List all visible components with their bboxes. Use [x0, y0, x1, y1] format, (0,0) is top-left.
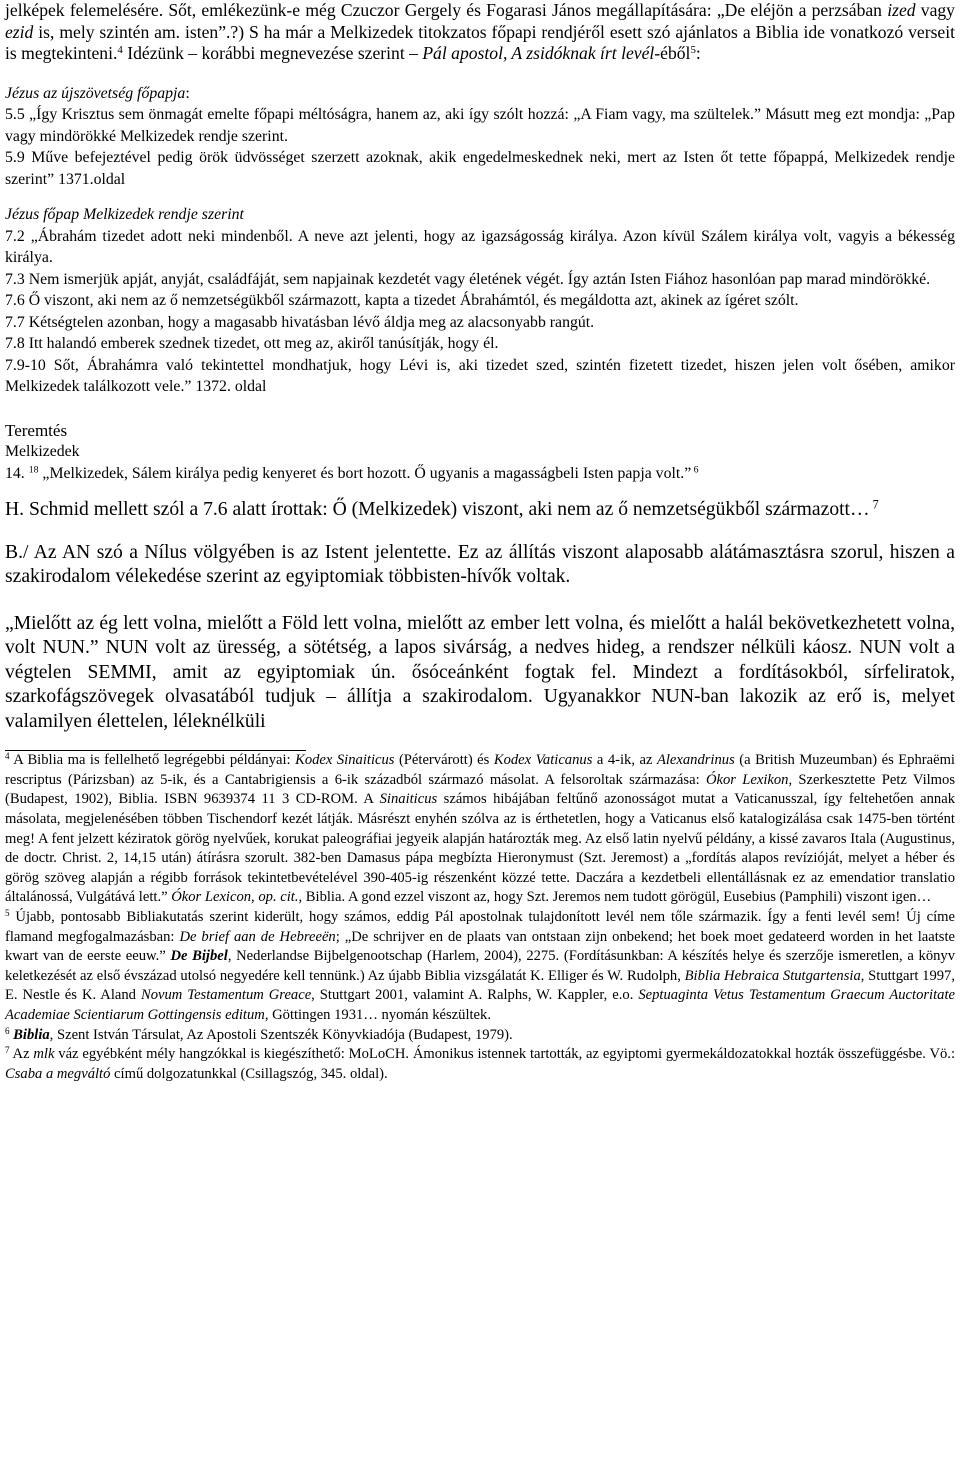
- intro-paragraph: jelképek felemelésére. Sőt, emlékezünk-e még Czuczor Gergely és Fogarasi János megállapítására: „De eléjön a perzsában ized vagy ezid is, mely szintén am. isten”.?) S ha már a Melkizedek titokzatos főpapi rendjéről esett szó ajánlatos a Biblia ide vonatkozó verseit is megtekinteni.$^4$ Idézünk – korábbi megnevezése szerint – Pál apostol, A zsidóknak írt levél-éből$^5$:: [5, 0, 955, 64]
- footnote-4: $^4$ A Biblia ma is fellelhető legrégebbi példányai: Kodex Sinaiticus (Pétervárott) és Kodex Vaticanus a 4-ik, az Alexandrinus (a British Muzeumban) és Ephraëmi rescriptus (Párizsban) az 5-ik, és a Cantabrigiensis a 6-ik századból származó másolat. A felsoroltak származása: Ókor Lexikon, Szerkesztette Petz Vilmos (Budapest, 1902), Biblia. ISBN 9639374 11 3 CD-ROM. A Sinaiticus számos hibájában feltűnő azonosságot mutat a Vaticanusszal, így feltehetően annak másolata, megjelenésében többen Tischendorf kezét látják. Másrészt enyhén szólva az is érthetetlen, hogy a Vaticanus első katalogizálása csak 1475-ben történt meg! A fent jelzett kéziratok görög nyelvűek, korukat paleográfiai jegyeik alapján határozták meg. Az első latin nyelvű példány, a kissé zavaros Itala (Augustinus, de doctr. Christ. 2, 14,15 után) átírásra szorult. 382-ben Damasus pápa megbízta Hieronymust (Szt. Jeremost) a „fordítás alapos revízióját, melyet a héber és görög szöveg alapján a régibb források tekintetbevételével 390-405-ig részenként közzé tette. Daczára a kezdetbeli ellentállásnak ez az emendatior translatio általánossá, Vulgátává lett.” Ókor Lexicon, op. cit., Biblia. A gond ezzel viszont az, hogy Szt. Jeremos nem tudott görögül, Eusebius (Pamphili) viszont igen…: [5, 751, 956, 906]
- verse: 7.2 „Ábrahám tizedet adott neki mindenből. A neve azt jelenti, hogy az igazságosság királya. Azon kívül Szálem királya volt, vagyis a békesség királya.: [5, 227, 955, 267]
- section-heading: Teremtés: [5, 420, 68, 440]
- body-paragraph: B./ Az AN szó a Nílus völgyében is az Istent jelentette. Ez az állítás viszont alaposabb alátámasztásra szorul, hiszen a szakirodalom vélekedése szerint az egyiptomiak többisten-hívők voltak.: [5, 541, 955, 588]
- verse: 7.9-10 Sőt, Ábrahámra való tekintettel mondhatjuk, hogy Lévi is, aki tizedet szed, szintén fizetett tizedet, hiszen jelen volt ősében, amikor Melkizedek találkozott vele.” 1372. oldal: [5, 356, 955, 396]
- verse: 5.5 „Így Krisztus sem önmagát emelte főpapi méltóságra, hanem az, aki így szólt hozzá: „A Fiam vagy, ma szültelek.” Másutt meg ezt mondja: „Pap vagy mindörökké Melkizedek rendje szerint.: [5, 106, 955, 145]
- verse: 14. $^{18}$ „Melkizedek, Sálem királya pedig kenyeret és bort hozott. Ő ugyanis a magasságbeli Isten papja volt.” $^6$: [5, 464, 699, 482]
- footnote-ref-7[interactable]: 7: [869, 497, 879, 512]
- verse: 5.9 Műve befejeztével pedig örök üdvösséget szerzett azoknak, akik engedelmeskednek neki, mert az Isten őt tette főpappá, Melkizedek rendje szerint” 1371.oldal: [5, 149, 955, 188]
- footnote-7: $^7$ Az mlk váz egyébként mély hangzókkal is kiegészíthető: MoLoCH. Ámonikus istennek tartották, az egyiptomi gyermekáldozatokkal hozták összefüggésbe. Vö.: Csaba a megváltó című dolgozatunkkal (Csillagszóg, 345. oldal).: [5, 1045, 955, 1082]
- footnote-6: $^6$ Biblia, Szent István Társulat, Az Apostoli Szentszék Könyvkiadója (Budapest, 1979).: [5, 1025, 513, 1043]
- verse: 7.8 Itt halandó emberek szednek tizedet, ott meg az, akiről tanúsítják, hogy él.: [5, 335, 499, 353]
- section-subheading: Melkizedek: [5, 443, 80, 461]
- footnote-ref-4[interactable]: 4: [117, 44, 123, 57]
- footnote-5: $^5$ Újabb, pontosabb Bibliakutatás szerint kiderült, hogy számos, eddig Pál apostolnak tulajdonított levél nem tőle származik. Így a fenti levél sem! Új címe flamand megfogalmazásban: De brief aan de Hebreeën; „De schrijver en de plaats van ontstaan zijn onbekend; het boek moet gedateerd worden in het laatste kwart van de eerste eeuw.” De Bijbel, Nederlandse Bijbelgenootschap (Harlem, 2004), 2275. (Fordításunkban: A készítés helye és szerzője ismeretlen, a könyv keletkezését az első évszázad utolsó negyedére kell tennünk.) Az újabb Biblia vizsgálatát K. Elliger és W. Rudolph, Biblia Hebraica Stutgartensia, Stuttgart 1997, E. Nestle és K. Aland Novum Testamentum Greace, Stuttgart 2001, valamint A. Ralphs, W. Kappler, e.o. Septuaginta Vetus Testamentum Graecum Auctoritate Academiae Scientiarum Gottingensis editum, Göttingen 1931… nyomán készültek.: [5, 908, 956, 1023]
- verse: 7.7 Kétségtelen azonban, hogy a magasabb hivatásban lévő áldja meg az alacsonyabb rangút.: [5, 313, 595, 331]
- body-paragraph: H. Schmid mellett szól a 7.6 alatt írottak: Ő (Melkizedek) viszont, aki nem az ő nemzetségükből származott… $^7$: [5, 497, 879, 521]
- section-heading: Jézus főpap Melkizedek rendje szerint: [5, 206, 244, 224]
- footnote-ref-6[interactable]: 6: [691, 464, 699, 476]
- verse: 7.6 Ő viszont, aki nem az ő nemzetségükből származott, kapta a tizedet Ábrahámtól, és megáldotta azt, akinek az ígéret szólt.: [5, 292, 799, 310]
- body-paragraph: „Mielőtt az ég lett volna, mielőtt a Föld lett volna, mielőtt az ember lett volna, és mielőtt a halál bekövetkezhetett volna, volt NUN.” NUN volt az üresség, a sötétség, a lapos sivárság, a nedves hideg, a rendszer nélküli káosz. NUN volt a végtelen SEMMI, amit az egyiptomiak ún. ősóceánként fogtak fel. Mindezt a fordításokból, sírfeliratok, szarkofágszövegek olvasatából tudjuk – állítja a szakirodalom. Ugyanakkor NUN-ban lakozik az erő is, melyet valamilyen élettelen, léleknélküli: [5, 612, 955, 732]
- footnote-ref-5[interactable]: 5: [690, 44, 696, 57]
- verse: 7.3 Nem ismerjük apját, anyját, családfáját, sem napjainak kezdetét vagy életének végét. Így aztán Isten Fiához hasonlóan pap marad mindörökké.: [5, 270, 931, 288]
- section-heading: Jézus az újszövetség főpapja:: [5, 84, 190, 102]
